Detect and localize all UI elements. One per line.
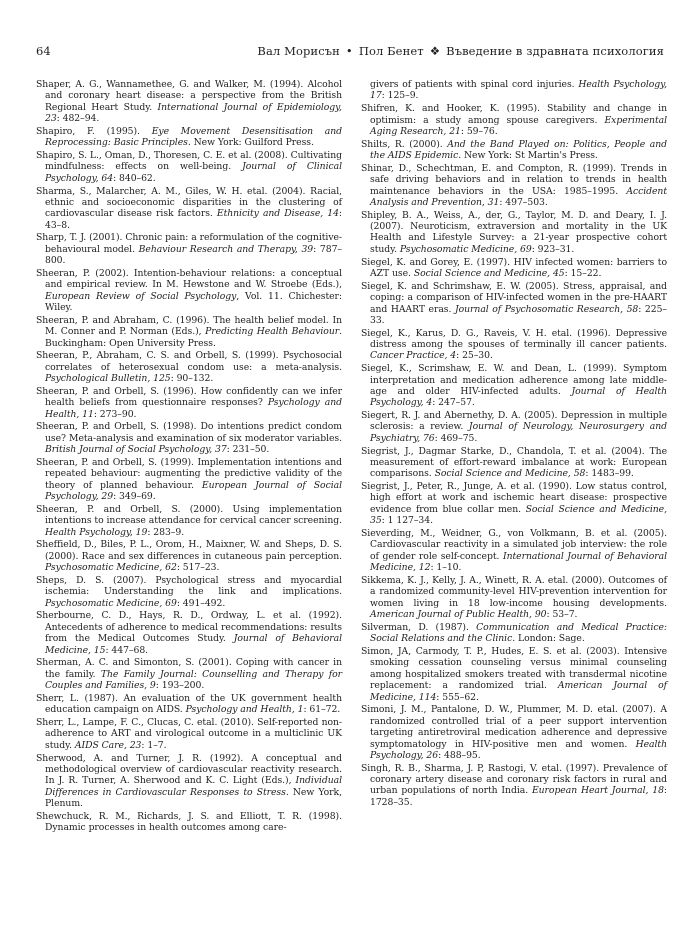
reference-source: Journal of Health Psychology, 4	[370, 385, 667, 409]
reference-source: Psychosomatic Medicine, 69	[399, 243, 532, 255]
reference-entry	[361, 210, 667, 256]
reference-entry	[36, 811, 342, 834]
reference-pages: : 447–68.	[105, 644, 149, 656]
reference-pages: : 231–50.	[226, 444, 270, 456]
reference-source: Health Psychology, 17	[370, 79, 667, 102]
reference-source: Eye Movement Desensitisation and Reprocessing: Basic Principles	[45, 125, 343, 149]
reference-pages: : 482–94.	[56, 113, 100, 125]
reference-pages: : 1–10.	[430, 562, 462, 574]
reference-source: International Journal of Epidemiology, 23	[45, 101, 342, 125]
reference-entry	[36, 386, 342, 420]
diamond-separator-icon: ❖	[429, 44, 441, 58]
reference-pages: : 1 127–34.	[381, 515, 433, 527]
reference-entry	[36, 693, 342, 716]
reference-pages: : 283–9.	[147, 526, 185, 538]
reference-pages: : 53–7.	[546, 609, 578, 621]
reference-text: Sheeran, P. (2002). Intention-behaviour relations: a conceptual and empirical review. In M. Hewstone and W. Stroebe (Eds.),	[36, 267, 342, 291]
reference-pages: : 61–72.	[303, 704, 341, 716]
author-2: Пол Бенет	[358, 44, 424, 58]
reference-entry	[361, 163, 667, 209]
reference-source: American Journal of Public Health, 90	[370, 609, 547, 621]
reference-text: Sherr, L. (1987). An evaluation of the UK government health education campaign on AIDS.	[36, 692, 342, 716]
reference-entry	[36, 79, 342, 125]
reference-source: Individual Differences in Cardiovascular Responses to Stress	[45, 775, 342, 798]
reference-source: Predicting Health Behaviour	[205, 326, 340, 338]
reference-pages: . London: Sage.	[512, 633, 585, 645]
reference-text: Shinar, D., Schechtman, E. and Compton, R. (1999). Trends in safe driving behaviors and in relation to trends in health maintenance behaviors in the USA: 1985–1995.	[361, 162, 667, 197]
reference-text: Singh, R. B., Sharma, J. P, Rastogi, V. etal. (1997). Prevalence of coronary artery disease and coronary risk factors in rural and urban populations of north India.	[361, 762, 667, 797]
reference-entry	[361, 528, 667, 574]
reference-pages: : 349–69.	[113, 491, 156, 503]
reference-source: Journal of Behavioral Medicine, 15	[45, 633, 342, 656]
reference-entry	[36, 610, 342, 656]
reference-entry	[361, 763, 667, 809]
reference-entry	[361, 622, 667, 645]
reference-entry	[36, 315, 342, 349]
reference-entry	[36, 421, 342, 455]
reference-pages: : 43–8.	[45, 208, 342, 231]
reference-pages: : 1–7.	[141, 739, 167, 751]
reference-source: Ethnicity and Disease, 14	[216, 208, 339, 220]
reference-text: Sharp, T. J. (2001). Chronic pain: a reformulation of the cognitive-behavioural model.	[36, 232, 342, 255]
reference-pages: : 15–22.	[564, 267, 602, 279]
reference-entry	[36, 150, 342, 184]
reference-text: Siegrist, J., Peter, R., Junge, A. et al. (1990). Low status control, high effort at work and ischemic heart disease: prospective evidence from blue collar men.	[361, 481, 667, 515]
page-number: 64	[36, 44, 51, 58]
reference-entry	[36, 268, 342, 314]
reference-pages: : 59–76.	[460, 125, 498, 137]
reference-source: AIDS Care, 23	[74, 739, 142, 751]
reference-pages: : 273–90.	[93, 408, 137, 420]
reference-text: Sharma, S., Malarcher, A. M., Giles, W. H. etal. (2004). Racial, ethnic and socioeconomic disparities in the clustering of cardiovascular disease risk factors.	[36, 185, 342, 220]
reference-entry	[36, 539, 342, 573]
reference-entry	[361, 281, 667, 327]
reference-text: Shapiro, S. L., Oman, D., Thoresen, C. E. et al. (2008). Cultivating mindfulness: effects on well-being.	[36, 150, 342, 173]
reference-pages: : 787–800.	[45, 243, 343, 267]
reference-source: Journal of Clinical Psychology, 64	[45, 161, 342, 184]
book-title: Въведение в здравната психология	[446, 44, 664, 58]
reference-source: Journal of Neurology, Neurosurgery and Psychiatry, 76	[370, 421, 667, 444]
reference-entry	[36, 753, 342, 810]
running-header	[36, 44, 664, 60]
reference-pages: : 125–9.	[381, 90, 419, 102]
reference-pages: : 1483–99.	[585, 468, 634, 480]
reference-source: Cancer Practice, 4	[370, 350, 457, 362]
reference-text: Siegrist, J., Dagmar Starke, D., Chandola, T. et al. (2004). The measurement of effort-reward imbalance at work: European comparisons.	[361, 445, 667, 480]
reference-entry	[36, 126, 342, 149]
reference-entry	[36, 457, 342, 503]
author-1: Вал Морисън	[257, 44, 340, 58]
reference-entry	[361, 481, 667, 527]
reference-text: Siegel, K., Scrimshaw, E. W. and Dean, L. (1999). Symptom interpretation and medication adherence among late middle-age and older HIV-infected adults.	[361, 363, 667, 397]
reference-source: Journal of Psychosomatic Research, 58	[454, 303, 639, 315]
reference-pages: : 923–31.	[531, 243, 575, 255]
reference-text: Simon, JA, Carmody, T. P., Hudes, E. S. et al. (2003). Intensive smoking cessation counseling versus minimal counseling among hospitalized smokers treated with transdermal nicotine replacement: a randomized trial.	[361, 645, 667, 692]
reference-pages: . New York, Plenum.	[45, 786, 342, 810]
reference-entry	[361, 103, 667, 137]
reference-source: Psychology and Health, 1	[185, 704, 304, 716]
reference-entry	[36, 717, 342, 751]
reference-source: Psychological Bulletin, 125	[45, 373, 171, 385]
reference-source: And the Band Played on: Politics, People and the AIDS Epidemic	[370, 138, 667, 162]
reference-pages: : 90–132.	[170, 373, 214, 385]
reference-text: Sikkema, K. J., Kelly, J. A., Winett, R. A. etal. (2000). Outcomes of a randomized community-level HIV-prevention intervention for women living in 18 low-income housing developments.	[361, 574, 667, 609]
reference-source: Social Science and Medicine, 35	[370, 503, 667, 527]
reference-pages: : 469–75.	[434, 432, 478, 444]
reference-source: Accident Analysis and Prevention, 31	[370, 185, 667, 208]
reference-source: Communication and Medical Practice: Social Relations and the Clinic	[370, 621, 667, 645]
reference-text: Shaper, A. G., Wannamethee, G. and Walker, M. (1994). Alcohol and coronary heart disease: a perspective from the British Regional Heart Study.	[36, 79, 342, 113]
reference-text: Sheeran, P., Abraham, C. S. and Orbell, S. (1999). Psychosocial correlates of heterosexual condom use: a meta-analysis.	[36, 350, 342, 373]
reference-entry	[361, 575, 667, 621]
reference-source: Psychology and Health, 11	[45, 397, 342, 420]
reference-pages: : 491–492.	[176, 597, 226, 609]
reference-entry	[36, 350, 342, 384]
reference-entry	[361, 410, 667, 444]
reference-pages: : 517–23.	[176, 562, 220, 574]
reference-pages: : 555–62.	[436, 691, 479, 703]
reference-entry	[361, 79, 667, 102]
reference-entry	[361, 363, 667, 409]
bullet-separator: •	[345, 44, 353, 58]
reference-text: Shifren, K. and Hooker, K. (1995). Stability and change in optimism: a study among spouse caregivers.	[361, 103, 667, 126]
reference-text: Sheffield, D., Biles, P. L., Orom, H., Maixner, W. and Sheps, D. S. (2000). Race and sex differences in cutaneous pain perception.	[36, 539, 342, 562]
reference-pages: . New York: St Martin's Press.	[458, 150, 598, 162]
reference-text: Sherr, L., Lampe, F. C., Clucas, C. etal. (2010). Self-reported non-adherence to ART and virological outcome in a multiclinic UK study.	[36, 716, 342, 751]
reference-text: Shilts, R. (2000).	[361, 138, 448, 150]
reference-text: Shipley, B. A., Weiss, A., der, G., Taylor, M. D. and Deary, I. J. (2007). Neuroticism, extraversion and mortality in the UK Health and Lifestyle Survey: a 21-year prospective cohort study.	[361, 209, 667, 255]
running-head	[257, 44, 664, 58]
reference-pages: : 25–30.	[456, 350, 493, 362]
reference-source: Health Psychology, 19	[45, 526, 148, 538]
reference-pages: : 193–200.	[155, 680, 205, 692]
reference-source: American Journal of Medicine, 114	[370, 680, 667, 703]
reference-pages: : 1728–35.	[370, 785, 667, 808]
reference-source: European Journal of Social Psychology, 29	[45, 479, 342, 503]
reference-source: Psychosomatic Medicine, 69	[45, 597, 177, 609]
reference-entry	[361, 328, 667, 362]
reference-source: Health Psychology, 26	[370, 738, 667, 761]
reference-entry	[36, 504, 342, 538]
reference-source: Psychosomatic Medicine, 62	[45, 562, 177, 574]
reference-text: Sherwood, A. and Turner, J. R. (1992). A conceptual and methodological overview of cardiovascular reactivity research. In J. R. Turner, A. Sherwood and K. C. Light (Eds.),	[36, 752, 342, 787]
reference-pages: : 488–95.	[438, 749, 481, 761]
reference-source: Social Science and Medicine, 58	[434, 468, 586, 480]
reference-pages: : 840–62.	[113, 172, 156, 184]
reference-text: Sheeran, P. and Orbell, S. (1998). Do intentions predict condom use? Meta-analysis and examination of six moderator variables.	[36, 421, 342, 444]
reference-pages: : 497–503.	[499, 196, 548, 208]
reference-entry	[36, 232, 342, 266]
reference-text: Simoni, J. M., Pantalone, D. W., Plummer, M. D. etal. (2007). A randomized controlled trial of a peer support intervention targeting antiretroviral medication adherence and depressive symptomatology in HIV-positive men and women.	[361, 704, 667, 750]
reference-source: European Heart Journal, 18	[531, 785, 664, 797]
reference-text: Sherbourne, C. D., Hays, R. D., Ordway, L. et al. (1992). Antecedents of adherence to medical recommendations: results from the Medical Outcomes Study.	[36, 610, 342, 645]
references-right-column	[361, 79, 667, 810]
reference-source: European Review of Social Psychology	[45, 290, 237, 302]
reference-source: British Journal of Social Psychology, 37	[45, 444, 227, 456]
reference-text: Siegel, K. and Gorey, E. (1997). HIV infected women: barriers to AZT use.	[361, 256, 667, 279]
reference-pages: , Vol. 11. Chichester: Wiley.	[45, 290, 342, 314]
reference-text: Siegel, K. and Schrimshaw, E. W. (2005). Stress, appraisal, and coping: a comparison of HIV-infected women in the pre-HAART and HAART eras.	[361, 280, 667, 315]
reference-source: Social Science and Medicine, 45	[413, 267, 565, 279]
reference-entry	[361, 139, 667, 162]
reference-entry	[361, 446, 667, 480]
references-left-column	[36, 79, 342, 835]
reference-entry	[36, 186, 342, 232]
reference-source: Experimental Aging Research, 21	[370, 114, 667, 137]
reference-text: Sheeran, P. and Orbell, S. (1996). How confidently can we infer health beliefs from questionnaire responses?	[36, 385, 342, 409]
reference-pages: : 247–57.	[432, 397, 475, 409]
reference-text: Shewchuck, R. M., Richards, J. S. and Elliott, T. R. (1998). Dynamic processes in health outcomes among care-	[36, 810, 342, 834]
reference-entry	[361, 704, 667, 761]
reference-pages: : 225–33.	[370, 303, 667, 326]
reference-text: Sheeran, P. and Abraham, C. (1996). The health belief model. In M. Conner and P. Norman (Eds.),	[36, 314, 342, 338]
reference-source: International Journal of Behavioral Medicine, 12	[370, 550, 667, 574]
reference-entry	[361, 257, 667, 280]
reference-source: The Family Journal: Counselling and Therapy for Couples and Families, 9	[45, 668, 342, 692]
reference-text: Sheeran, P. and Orbell, S. (1999). Implementation intentions and repeated behaviour: augmenting the predictive validity of the theory of planned behaviour.	[36, 456, 342, 491]
reference-entry	[36, 657, 342, 691]
reference-entry	[361, 646, 667, 703]
reference-text: Sieverding, M., Weidner, G., von Volkmann, B. et al. (2005). Cardiovascular reactivity in a simulated job interview: the role of gender role self-concept.	[361, 528, 667, 562]
reference-pages: . New York: Guilford Press.	[187, 137, 314, 149]
reference-text: Sheeran, P. and Orbell, S. (2000). Using implementation intentions to increase attendance for cervical cancer screening.	[36, 503, 342, 527]
reference-text: Silverman, D. (1987).	[361, 621, 477, 633]
reference-text: givers of patients with spinal cord injuries.	[370, 79, 579, 90]
reference-text: Sherman, A. C. and Simonton, S. (2001). Coping with cancer in the family.	[36, 657, 342, 680]
reference-text: Siegert, R. J. and Abernethy, D. A. (2005). Depression in multiple sclerosis: a review.	[361, 410, 667, 433]
reference-text: Siegel, K., Karus, D. G., Raveis, V. H. etal. (1996). Depressive distress among the spouses of terminally ill cancer patients.	[361, 327, 667, 351]
reference-entry	[36, 575, 342, 609]
reference-text: Shapiro, F. (1995).	[36, 125, 152, 137]
reference-text: Sheps, D. S. (2007). Psychological stress and myocardial ischemia: Understanding the link and implications.	[36, 574, 342, 598]
reference-pages: . Buckingham: Open University Press.	[45, 326, 342, 349]
reference-source: Behaviour Research and Therapy, 39	[138, 243, 314, 255]
